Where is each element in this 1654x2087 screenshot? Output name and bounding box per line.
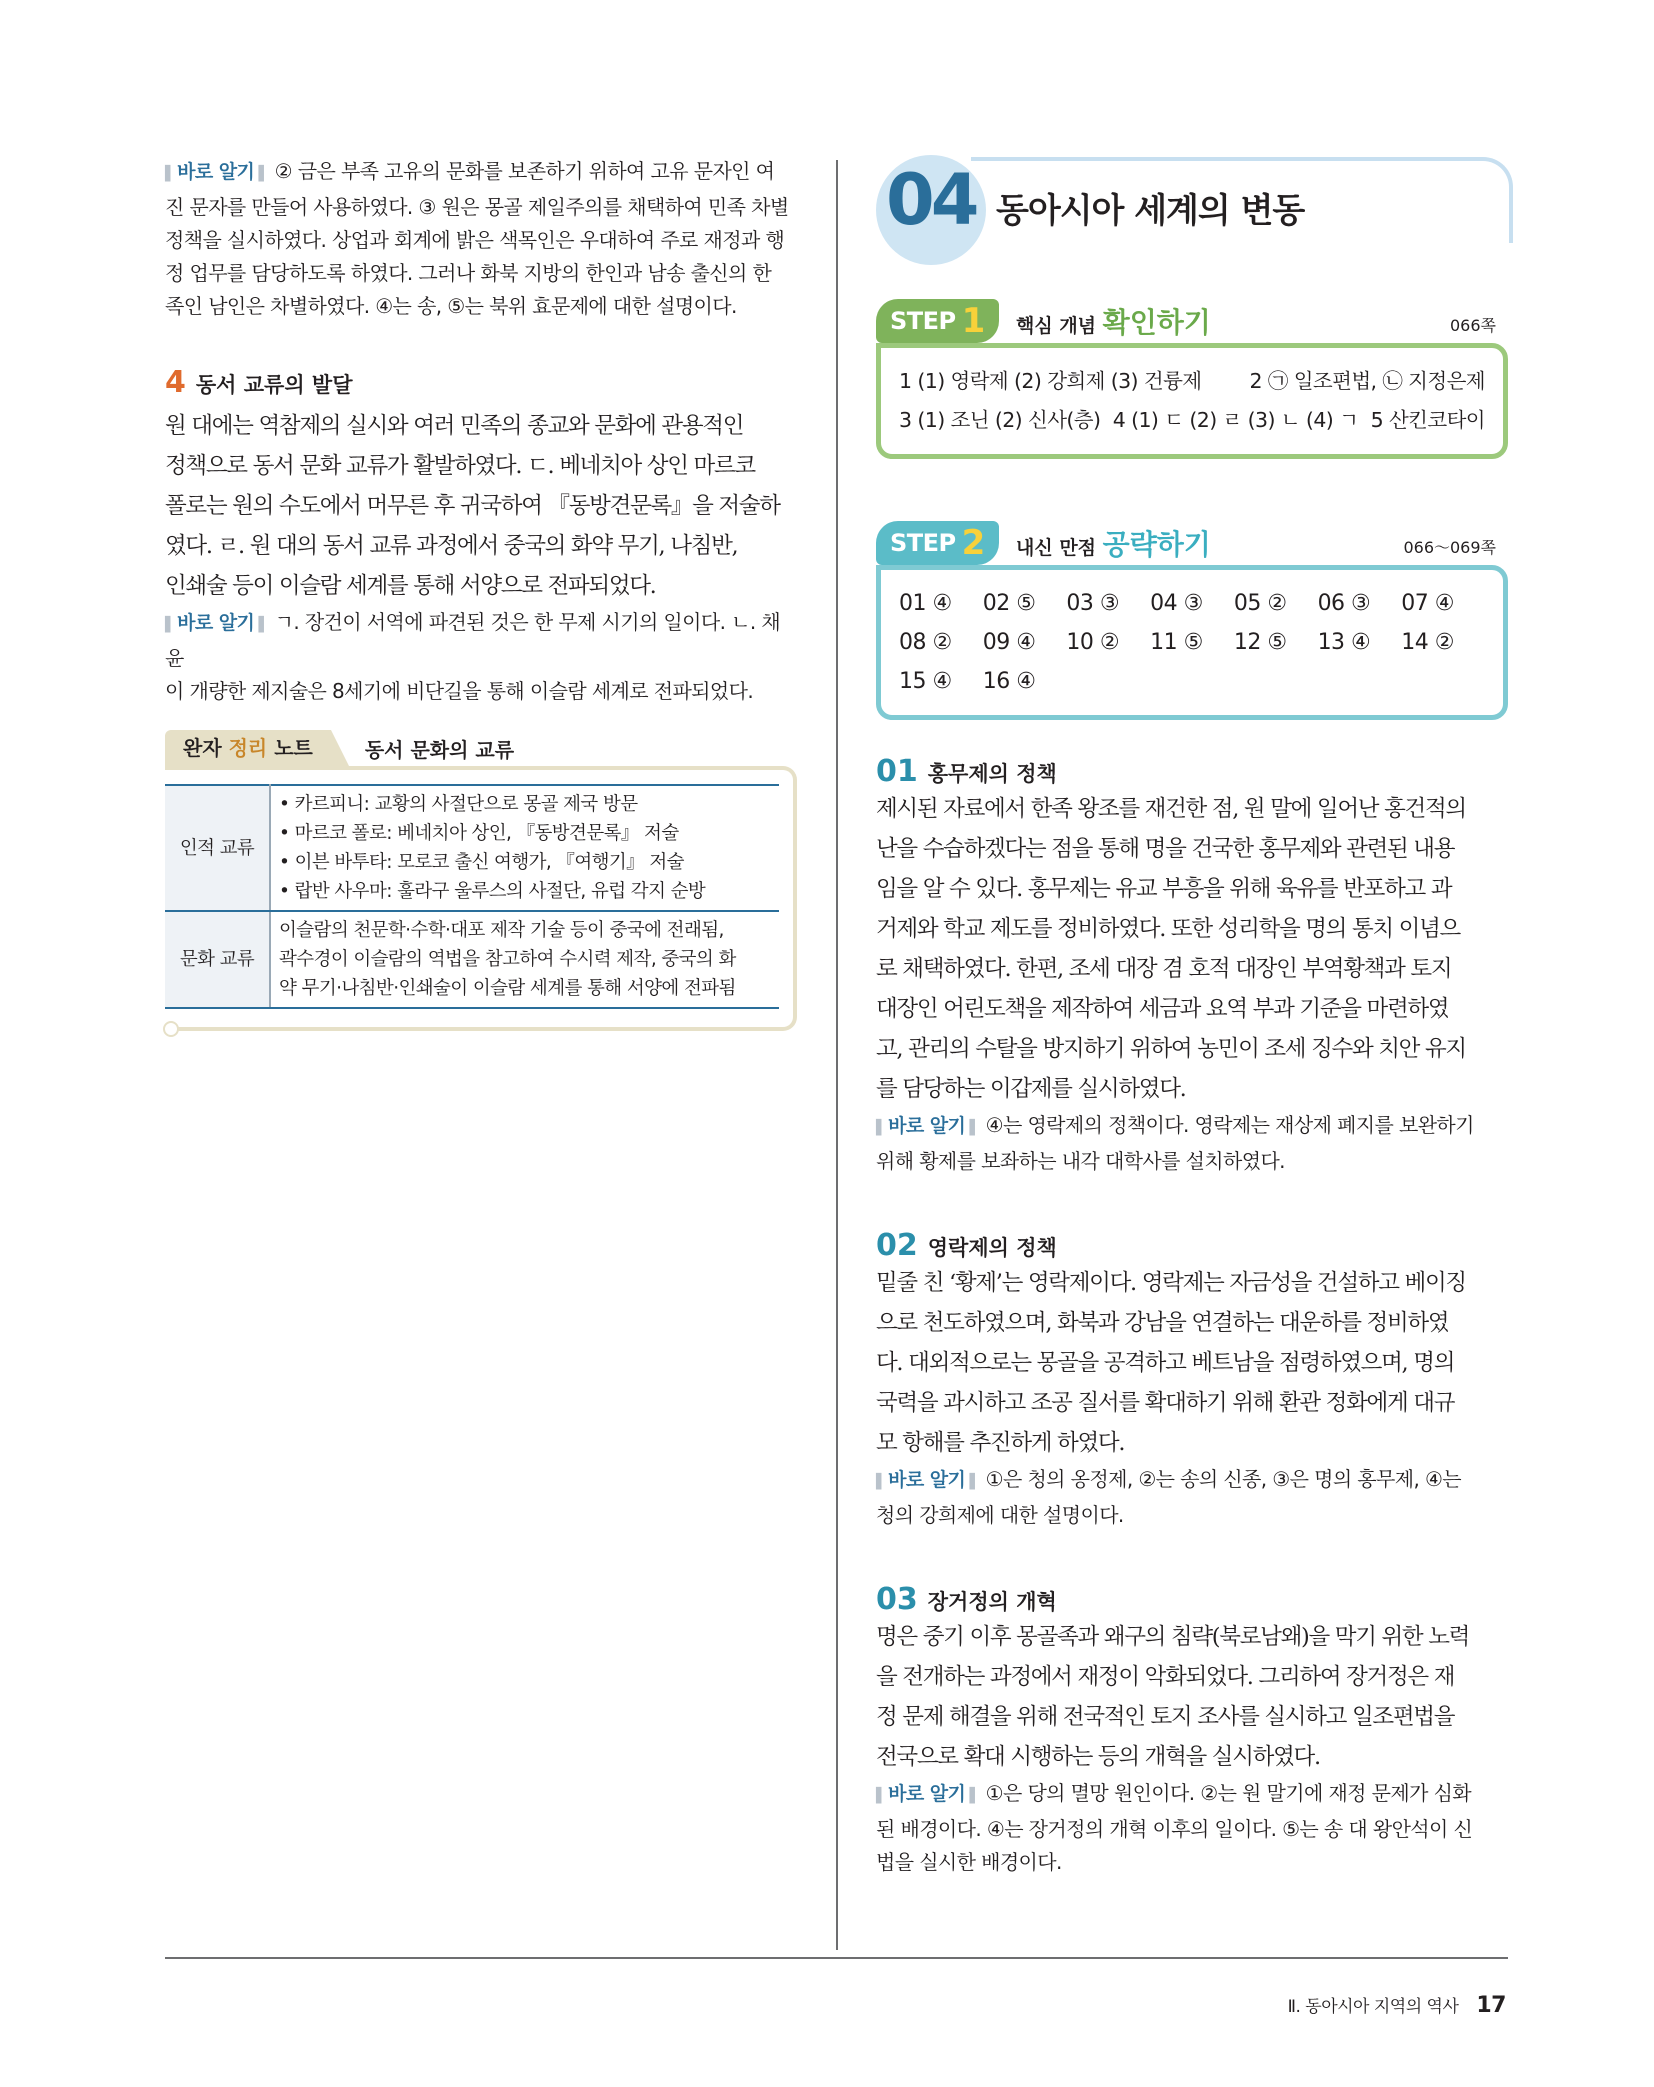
baro-tag: ▌ 바로 알기 ▌ bbox=[876, 1110, 980, 1145]
body-line: 폴로는 원의 수도에서 머무른 후 귀국하여 『동방견문록』을 저술하 bbox=[165, 493, 780, 519]
baro-note-1 bbox=[165, 155, 797, 323]
answer-item: 12 ⑤ bbox=[1233, 630, 1287, 655]
q03-heading bbox=[876, 1582, 1508, 1617]
baro-tag: ▌ 바로 알기 ▌ bbox=[876, 1778, 980, 1813]
step1-answers bbox=[876, 343, 1508, 459]
baro-text: ㄱ. 장건이 서역에 파견된 것은 한 무제 시기의 일이다. ㄴ. 채윤 bbox=[165, 610, 781, 670]
body-line: 정책으로 동서 문화 교류가 활발하였다. ㄷ. 베네치아 상인 마르코 bbox=[165, 453, 755, 479]
answer-row: 3 (1) 조닌 (2) 신사(층) 4 (1) ㄷ (2) ㄹ (3) ㄴ (4) ㄱ 5 산킨코타이 bbox=[899, 408, 1485, 432]
page-footer bbox=[1288, 1992, 1506, 2018]
baro-text: 정 업무를 담당하도록 하였다. 그러나 화북 지방의 한인과 남송 출신의 한 bbox=[165, 261, 772, 285]
row-label: 문화 교류 bbox=[165, 911, 270, 1008]
baro-text: 족인 남인은 차별하였다. ④는 송, ⑤는 북위 효문제에 대한 설명이다. bbox=[165, 294, 737, 318]
answer-item: 05 ② bbox=[1233, 591, 1287, 616]
summary-note-topic: 동서 문화의 교류 bbox=[364, 737, 515, 762]
section-number: 4 bbox=[165, 365, 186, 400]
answer-item: 10 ② bbox=[1066, 630, 1120, 655]
q01-heading bbox=[876, 754, 1508, 789]
page-number: 17 bbox=[1476, 1993, 1506, 2018]
answer-row: 1 (1) 영락제 (2) 강희제 (3) 건륭제 2 ㉠ 일조편법, ㉡ 지정은제 bbox=[899, 369, 1485, 393]
chapter-title: 동아시아 세계의 변동 bbox=[996, 191, 1305, 231]
step1-box bbox=[876, 299, 1508, 459]
answer-item: 03 ③ bbox=[1066, 591, 1120, 616]
baro-tag: ▌ 바로 알기 ▌ bbox=[876, 1464, 980, 1499]
q02-body: 밑줄 친 ‘황제’는 영락제이다. 영락제는 자금성을 건설하고 베이징 으로 천도하였으며, 화북과 강남을 연결하는 대운하를 정비하였 다. 대외적으로는 몽골을 공격하고 베트남을 점령하였으며, 명의 국력을 과시하고 조공 질서를 확대하기 위해 환관 정화에게 대규 모 항해를 추진하게 하였다. bbox=[876, 1270, 1466, 1456]
summary-note-box bbox=[165, 766, 797, 1031]
row-content: 이슬람의 천문학·수학·대포 제작 기술 등이 중국에 전래됨, 곽수경이 이슬람의 역법을 참고하여 수시력 제작, 중국의 화 약 무기·나침반·인쇄술이 이슬람 세계를 통해 서양에 전파됨 bbox=[270, 911, 779, 1008]
step2-page-ref: 066～069쪽 bbox=[1403, 538, 1496, 557]
summary-table bbox=[165, 784, 779, 1009]
baro-text: 정책을 실시하였다. 상업과 회계에 밝은 색목인은 우대하여 주로 재정과 행 bbox=[165, 228, 785, 252]
footer-rule bbox=[165, 1957, 1508, 1959]
q03-body: 명은 중기 이후 몽골족과 왜구의 침략(북로남왜)을 막기 위한 노력 을 전개하는 과정에서 재정이 악화되었다. 그리하여 장거정은 재 정 문제 해결을 위해 전국적인 토지 조사를 실시하고 일조편법을 전국으로 확대 시행하는 등의 개혁을 실시하였다. bbox=[876, 1624, 1470, 1770]
row-label: 인적 교류 bbox=[165, 785, 270, 911]
answer-item: 01 ④ bbox=[899, 591, 952, 616]
answer-item: 06 ③ bbox=[1317, 591, 1371, 616]
table-row bbox=[165, 785, 779, 911]
body-line: 였다. ㄹ. 원 대의 동서 교류 과정에서 중국의 화약 무기, 나침반, bbox=[165, 533, 738, 559]
section-4-body bbox=[165, 406, 797, 606]
section-4-heading bbox=[165, 365, 797, 400]
summary-note-label: 완자 정리 노트 bbox=[165, 730, 331, 766]
step1-title: 핵심 개념 확인하기 bbox=[1016, 306, 1211, 339]
answer-item: 13 ④ bbox=[1317, 630, 1371, 655]
question-title: 장거정의 개혁 bbox=[927, 1590, 1057, 1614]
question-number: 02 bbox=[876, 1228, 918, 1263]
q01-body: 제시된 자료에서 한족 왕조를 재건한 점, 원 말에 일어난 홍건적의 난을 수습하겠다는 점을 통해 명을 건국한 홍무제와 관련된 내용 임을 알 수 있다. 홍무제는 유교 부흥을 위해 육유를 반포하고 과 거제와 학교 제도를 정비하였다. 또한 성리학을 명의 통치 이념으 로 채택하였다. 한편, 조세 대장 겸 호적 대장인 부역황책과 토지 대장인 어린도책을 제작하여 세금과 요역 부과 기준을 마련하였 고, 관리의 수탈을 방지하기 위하여 농민이 조세 징수와 치안 유지 를 담당하는 이갑제를 실시하였다. bbox=[876, 796, 1466, 1102]
table-row bbox=[165, 911, 779, 1008]
step2-box bbox=[876, 521, 1508, 720]
chapter-number: 04 bbox=[886, 159, 976, 241]
body-line: 원 대에는 역참제의 실시와 여러 민족의 종교와 문화에 관용적인 bbox=[165, 413, 744, 439]
answer-item: 02 ⑤ bbox=[982, 591, 1036, 616]
question-number: 01 bbox=[876, 754, 918, 789]
step1-page-ref: 066쪽 bbox=[1450, 316, 1496, 335]
question-title: 영락제의 정책 bbox=[927, 1236, 1057, 1260]
q02-baro-note: ▌ 바로 알기 ▌ ①은 청의 옹정제, ②는 송의 신종, ③은 명의 홍무제, ④는 청의 강희제에 대한 설명이다. bbox=[876, 1463, 1508, 1532]
note-end-marker bbox=[163, 1021, 179, 1037]
answer-item: 04 ③ bbox=[1150, 591, 1203, 616]
step2-title: 내신 만점 공략하기 bbox=[1016, 528, 1211, 561]
summary-note-header bbox=[165, 730, 797, 766]
question-number: 03 bbox=[876, 1582, 918, 1617]
step1-pill: STEP 1 bbox=[876, 299, 999, 343]
answer-item: 11 ⑤ bbox=[1150, 630, 1203, 655]
row-content: • 카르피니: 교황의 사절단으로 몽골 제국 방문 • 마르코 폴로: 베네치아 상인, 『동방견문록』 저술 • 이븐 바투타: 모로코 출신 여행가, 『여행기』 저술 • 랍반 사우마: 훌라구 울루스의 사절단, 유럽 각지 순방 bbox=[270, 785, 779, 911]
answer-item: 16 ④ bbox=[982, 669, 1036, 694]
q03-baro-note: ▌ 바로 알기 ▌ ①은 당의 멸망 원인이다. ②는 원 말기에 재정 문제가 심화 된 배경이다. ④는 장거정의 개혁 이후의 일이다. ⑤는 송 대 왕안석이 신 법을 실시한 배경이다. bbox=[876, 1777, 1508, 1879]
baro-text: 진 문자를 만들어 사용하였다. ③ 원은 몽골 제일주의를 채택하여 민족 차별 bbox=[165, 195, 789, 219]
body-line: 인쇄술 등이 이슬람 세계를 통해 서양으로 전파되었다. bbox=[165, 573, 656, 599]
baro-text: ② 금은 부족 고유의 문화를 보존하기 위하여 고유 문자인 여 bbox=[274, 159, 775, 183]
answer-item: 15 ④ bbox=[899, 669, 952, 694]
answer-item: 07 ④ bbox=[1401, 591, 1454, 616]
q02-heading bbox=[876, 1228, 1508, 1263]
answer-item: 08 ② bbox=[899, 630, 952, 655]
answer-item: 09 ④ bbox=[982, 630, 1036, 655]
footer-chapter: Ⅱ. 동아시아 지역의 역사 bbox=[1287, 1997, 1459, 2017]
baro-text: 이 개량한 제지술은 8세기에 비단길을 통해 이슬람 세계로 전파되었다. bbox=[165, 679, 754, 703]
baro-tag: ▌ 바로 알기 ▌ bbox=[165, 607, 269, 642]
left-column bbox=[165, 155, 797, 1037]
step2-pill: STEP 2 bbox=[876, 521, 999, 565]
baro-tag: ▌ 바로 알기 ▌ bbox=[165, 156, 269, 191]
answer-grid bbox=[899, 584, 1485, 701]
step2-answers bbox=[876, 565, 1508, 720]
column-divider bbox=[836, 160, 838, 1950]
chapter-banner bbox=[876, 155, 1508, 265]
question-title: 홍무제의 정책 bbox=[927, 762, 1057, 786]
right-column bbox=[876, 155, 1508, 1879]
answer-item: 14 ② bbox=[1401, 630, 1454, 655]
section-title: 동서 교류의 발달 bbox=[195, 373, 353, 397]
baro-note-2 bbox=[165, 606, 797, 708]
q01-baro-note: ▌ 바로 알기 ▌ ④는 영락제의 정책이다. 영락제는 재상제 폐지를 보완하기 위해 황제를 보좌하는 내각 대학사를 설치하였다. bbox=[876, 1109, 1508, 1178]
